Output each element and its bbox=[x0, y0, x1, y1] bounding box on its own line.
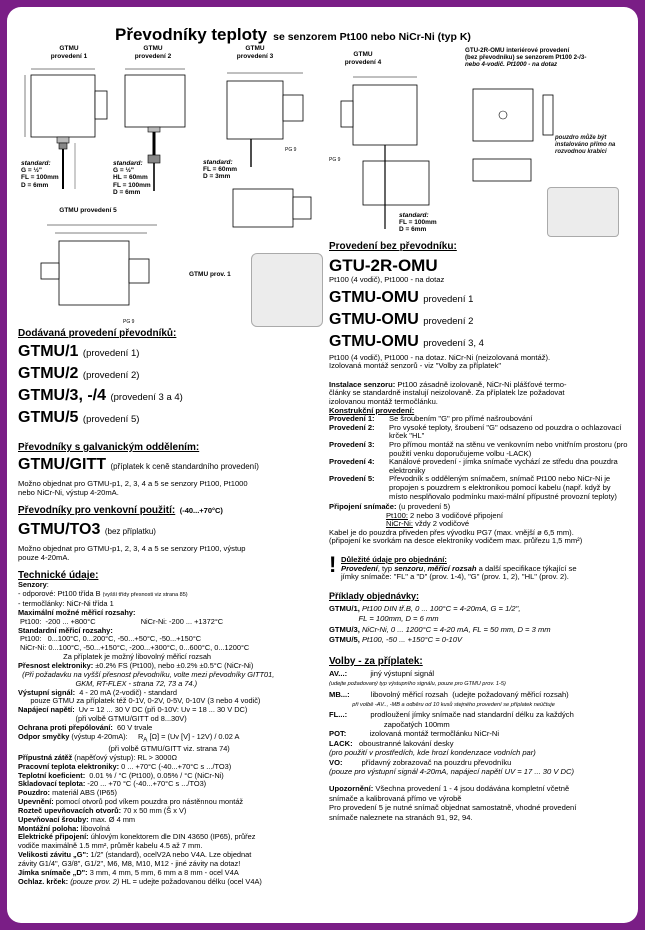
model-gitt: GTMU/GITT (příplatek k ceně standardního provedení) bbox=[18, 456, 259, 473]
install-line: izolovanou montáž termočlánku. bbox=[329, 396, 438, 406]
gtu-description: GTU-2R-OMU interiérové provedení (bez převodníku) se senzorem Pt100 2-/3- nebo 4-vodič. Pt1000 - na dotaz bbox=[465, 47, 587, 68]
construction-item bbox=[329, 424, 629, 441]
construction-title: Konstrukční provedení: bbox=[329, 405, 415, 415]
gtu-subtext: Pt100 (4 vodič), Pt1000 - na dotaz bbox=[329, 275, 445, 284]
model-omu-2: GTMU-OMU provedení 2 bbox=[329, 310, 474, 328]
construction-value: Pro vysoké teploty, šroubení "G" odsazeno od pouzdra o ochlazovací krček "HL" bbox=[389, 422, 622, 441]
datasheet-page bbox=[7, 7, 638, 923]
example-line: GTMU/5, Pt100, -50 ... +150°C = 0-10V bbox=[329, 635, 463, 645]
diagram-4-drawing bbox=[325, 69, 445, 229]
gtu-photo bbox=[547, 187, 619, 237]
construction-list bbox=[329, 415, 629, 501]
warning-text bbox=[329, 784, 629, 822]
right-column bbox=[329, 241, 629, 822]
gtu-note: pouzdro může být instalováno přímo na rozvodnou krabici bbox=[555, 135, 616, 155]
example-line: GTMU/1, Pt100 DIN tř.B, 0 ... 100°C = 4-20mA, G = 1/2", bbox=[329, 603, 521, 613]
model-gtmu-1: GTMU/1 (provedení 1) bbox=[18, 343, 140, 360]
tech-spec-line: Ochrana proti přepólování: 60 V trvale bbox=[18, 722, 153, 732]
diagram-5-label: GTMU provedení 5 bbox=[59, 207, 117, 214]
construction-value: Převodník s odděleným snímačem, snímač Pt100 nebo NiCr-Ni je propojen s pouzdrem s elektronikou pomocí kabelu (např. když by místo nesplňovalo podmínku maxi-mální přípustné provozní teploty) bbox=[389, 474, 617, 501]
tech-spec-line: závity G1/4", G3/8", G1/2", M6, M8, M10, M12 - jiné závity na dotaz! bbox=[18, 859, 241, 868]
option-line: MB...: libovolný měřicí rozsah (udejte požadovaný měřicí rozsah) bbox=[329, 689, 569, 699]
tech-spec-line: Napájecí napětí: Uv = 12 ... 30 V DC (při 0-10V: Uv = 18 ... 30 V DC) bbox=[18, 705, 248, 715]
connection-text bbox=[329, 503, 629, 546]
warning-line: snímače a kalibrovaná přímo ve výrobě bbox=[329, 793, 462, 803]
connection-line: NiCr-Ni: vždy 2 vodičové bbox=[385, 519, 470, 529]
tech-spec-line: Teplotní koeficient: 0.01 % / °C (Pt100), 0.05% / °C (NiCr-Ni) bbox=[18, 770, 224, 780]
page-title: Převodníky teploty se senzorem Pt100 nebo NiCr-Ni (typ K) bbox=[115, 25, 471, 44]
left-column bbox=[18, 328, 328, 887]
to3-text: Možno objednat pro GTMU-p1, 2, 3, 4 a 5 se senzory Pt100, výstup pouze 4-20mA. bbox=[18, 544, 246, 562]
model-gtmu-3-4: GTMU/3, -/4 (provedení 3 a 4) bbox=[18, 387, 183, 404]
important-block bbox=[329, 552, 629, 582]
exclamation-icon: ! bbox=[329, 552, 337, 578]
important-text bbox=[341, 565, 629, 582]
tech-spec-line: Standardní měřicí rozsahy: bbox=[18, 625, 113, 635]
model-gtmu-2: GTMU/2 (provedení 2) bbox=[18, 365, 140, 382]
connection-line: Připojení snímače: (u provedení 5) bbox=[329, 502, 451, 512]
tech-title: Technické údaje: bbox=[18, 570, 99, 582]
connection-line: Pt100: 2 nebo 3 vodičové připojení bbox=[385, 510, 503, 520]
tech-spec-line: Skladovací teplota: -20 ... +70 °C (-40...+70°C s .../TO3) bbox=[18, 779, 207, 789]
install-line: Instalace senzoru: Pt100 zásadně izolovaně, NiCr-Ni plášťové termo- bbox=[329, 379, 567, 389]
examples-title: Příklady objednávky: bbox=[329, 590, 420, 601]
tech-spec-line: NiCr-Ni: 0...100°C, -50...+150°C, -200...+300°C, 0...600°C, 0...1200°C bbox=[18, 643, 250, 653]
photo-label: GTMU prov. 1 bbox=[189, 271, 231, 278]
connection-line: (připojení ke svorkám na desce elektroniky vodičem max. průřezu 1,5 mm²) bbox=[329, 536, 583, 546]
diagram-3-standard: standard: FL = 60mm D = 3mm bbox=[203, 159, 238, 181]
option-line: LACK: oboustranné lakování desky bbox=[329, 738, 454, 748]
model-gtmu-5: GTMU/5 (provedení 5) bbox=[18, 409, 140, 426]
tech-spec-line: Pracovní teplota elektroniky: 0 ... +70°C (-40...+70°C s .../TO3) bbox=[18, 761, 232, 771]
tech-spec-line: Odpor smyčky (výstup 4-20mA): $R_A$ [Ω] = (Uv [V] - 12V) / 0.02 A bbox=[18, 731, 240, 744]
tech-spec-line: Pouzdro: materiál ABS (IP65) bbox=[18, 788, 117, 798]
construction-item bbox=[329, 441, 629, 458]
tech-spec-line: Velikosti závitu „G": 1/2" (standard), ocelV2A nebo V4A. Lze objednat bbox=[18, 850, 252, 860]
diagram-4-label: GTMU provedení 4 bbox=[344, 51, 382, 66]
warning-line: snímače naleznete na stranách 91, 92, 94. bbox=[329, 812, 473, 822]
available-versions-title: Dodávaná provedení převodníků: bbox=[18, 328, 177, 339]
option-line: započatých 100mm bbox=[329, 719, 450, 729]
connection-line: Kabel je do pouzdra přiveden přes vývodku PG7 (max. vnější ø 6,5 mm). bbox=[329, 527, 574, 537]
option-line: (pro použití v prostředích, kde hrozí kondenzace vodních par) bbox=[329, 748, 536, 758]
tech-spec-line: - odporové: Pt100 třída B (vyšší třídy přesnosti viz strana 85) bbox=[18, 589, 188, 599]
tech-spec-line: GKM, RT-FLEX - strana 72, 73 a 74.) bbox=[75, 678, 198, 688]
tech-spec-line: Upevnění: pomocí otvorů pod víkem pouzdra pro nástěnnou montáž bbox=[18, 797, 244, 807]
gitt-text: Možno objednat pro GTMU-p1, 2, 3, 4 a 5 se senzory Pt100, Pt1000 nebo NiCr-Ni, výstup 4-20mA. bbox=[18, 479, 248, 497]
tech-spec-line: Maximální možné měřicí rozsahy: bbox=[18, 607, 136, 617]
construction-item bbox=[329, 458, 629, 475]
model-list bbox=[18, 342, 328, 430]
warning-line: Upozornění: Všechna provedení 1 - 4 jsou dodávána kompletní včetně bbox=[329, 784, 570, 794]
install-text bbox=[329, 381, 629, 407]
install-line: články se standardně instalují neizolovaně. Za příplatek lze požadovat bbox=[329, 388, 565, 398]
important-line: jímky snímače: "FL" a "D" (prov. 1-4), "G" (prov. 1, 2), "HL" (prov. 2). bbox=[341, 572, 569, 582]
options-title: Volby - za příplatek: bbox=[329, 655, 423, 667]
construction-key: Provedení 4: bbox=[329, 457, 375, 467]
diagram-1-label: GTMU provedení 1 bbox=[50, 45, 88, 60]
page-subtitle: se senzorem Pt100 nebo NiCr-Ni (typ K) bbox=[273, 31, 471, 43]
tech-spec-line: Přípustná zátěž (napěťový výstup): RL > 3000Ω bbox=[18, 752, 177, 762]
option-line: FL...: prodloužení jímky snímače nad standardní délku za každých bbox=[329, 710, 574, 720]
model-gtu-2r-omu: GTU-2R-OMU bbox=[329, 256, 438, 275]
diagram-4-standard: standard: FL = 100mm D = 6mm bbox=[399, 212, 437, 234]
tech-spec-line: Senzory: bbox=[18, 580, 49, 590]
svg-text:PG 9: PG 9 bbox=[329, 157, 341, 163]
tech-spec-line: Rozteč upevňovacích otvorů: 70 x 50 mm (Š x V) bbox=[18, 805, 187, 815]
tech-spec-line: pouze GTMU za příplatek též 0-1V, 0-2V, 0-5V, 0-10V (3 nebo 4 vodič) bbox=[18, 696, 261, 706]
diagram-3-label: GTMU provedení 3 bbox=[236, 45, 274, 60]
tech-spec-line: (při volbě GTMU/GITT viz. strana 74) bbox=[18, 744, 230, 754]
warning-line: Pro provedení 5 je nutné snímač objednat samostatně, vhodné provedení bbox=[329, 803, 577, 813]
examples-list bbox=[329, 604, 629, 646]
diagram-2-standard: standard: G = ½" HL = 60mm FL = 100mm D = 6mm bbox=[113, 160, 151, 196]
product-photo bbox=[251, 253, 323, 327]
diagram-2-label: GTMU provedení 2 bbox=[134, 45, 172, 60]
tech-spec-line: Výstupní signál: 4 - 20 mA (2-vodič) - standard bbox=[18, 687, 177, 697]
tech-specs bbox=[18, 581, 328, 886]
diagram-3-side-view bbox=[229, 185, 329, 233]
model-omu-1: GTMU-OMU provedení 1 bbox=[329, 288, 474, 306]
example-line: FL = 100mm, D = 6 mm bbox=[358, 614, 439, 624]
construction-key: Provedení 3: bbox=[329, 439, 375, 449]
option-line: při volbě -AV.., -MB a odběru od 10 kusů stejného provedení se příplatek neúčtuje bbox=[352, 702, 555, 709]
tech-spec-line: Elektrické připojení: úhlovým konektorem dle DIN 43650 (IP65), průřez bbox=[18, 832, 256, 842]
option-line: VO: přídavný zobrazovač na pouzdru převodníku bbox=[329, 757, 512, 767]
diagram-1-standard: standard: G = ½" FL = 100mm D = 6mm bbox=[21, 160, 59, 189]
construction-item bbox=[329, 475, 629, 501]
galvanic-title: Převodníky s galvanickým oddělením: bbox=[18, 442, 200, 453]
model-to3: GTMU/TO3 (bez příplatku) bbox=[18, 521, 156, 539]
example-line: GTMU/3, NiCr-Ni, 0 ... 1200°C = 4-20 mA, FL = 50 mm, D = 3 mm bbox=[329, 624, 551, 634]
option-line: (pouze pro výstupní signál 4-20mA, napájecí napětí UV = 17 ... 30 V DC) bbox=[329, 766, 575, 776]
omu-text: Pt100 (4 vodič), Pt1000 - na dotaz. NiCr-Ni (neizolovaná montáž). Izolovaná montáž senzorů - viz "Volby za příplatek" bbox=[329, 352, 551, 371]
construction-value: Se šroubením "G" pro přímé našroubování bbox=[389, 414, 533, 424]
tech-spec-line: (Při požadavku na vyšší přesnost převodníku, volte mezi převodníky GITT01, bbox=[22, 669, 275, 679]
option-line: POT: izolovaná montáž termočlánku NiCr-Ni bbox=[329, 729, 500, 739]
model-omu-3-4: GTMU-OMU provedení 3, 4 bbox=[329, 332, 484, 350]
outdoor-heading: Převodníky pro venkovní použití: (-40...+70°C) bbox=[18, 505, 223, 517]
no-transmitter-title: Provedení bez převodníku: bbox=[329, 241, 457, 252]
tech-spec-line: Přesnost elektroniky: ±0.2% FS (Pt100), nebo ±0.2% ±0.5°C (NiCr-Ni) bbox=[18, 660, 254, 670]
svg-text:PG 9: PG 9 bbox=[123, 319, 135, 325]
tech-spec-line: Jímka snímače „D": 3 mm, 4 mm, 5 mm, 6 mm a 8 mm - ocel V4A bbox=[18, 867, 239, 877]
important-line: Provedení, typ senzoru, měřicí rozsah a další specifikace týkající se bbox=[341, 563, 577, 573]
tech-spec-line: Pt100: -200 ... +800°C NiCr-Ni: -200 ... +1372°C bbox=[18, 616, 224, 626]
option-line: AV...: jiný výstupní signál bbox=[329, 668, 435, 678]
construction-key: Provedení 1: bbox=[329, 414, 375, 424]
tech-spec-line: Montážní poloha: libovolná bbox=[18, 823, 110, 833]
tech-spec-line: vodiče maximálně 1.5 mm², průměr kabelu 4.5 až 7 mm. bbox=[18, 841, 203, 851]
tech-spec-line: (při volbě GTMU/GITT od 8...30V) bbox=[18, 714, 187, 724]
option-line: (udejte požadovaný typ výstupního signálu, pouze pro GTMU prov. 1-5) bbox=[329, 681, 506, 688]
construction-value: Kanálové provedení - jímka snímače vychází ze středu dna pouzdra elektroniky bbox=[389, 457, 618, 475]
construction-key: Provedení 5: bbox=[329, 474, 375, 484]
tech-spec-line: Pt100: 0...100°C, 0...200°C, -50...+50°C, -50...+150°C bbox=[18, 634, 202, 644]
diagram-5-drawing bbox=[37, 219, 167, 329]
tech-spec-line: Upevňovací šrouby: max. Ø 4 mm bbox=[18, 814, 136, 824]
tech-spec-line: Ochlaz. krček: (pouze prov. 2) HL = udejte požadovanou délku (ocel V4A) bbox=[18, 876, 262, 886]
options-list bbox=[329, 669, 629, 776]
tech-spec-line: Za příplatek je možný libovolný měřicí rozsah bbox=[18, 652, 212, 662]
construction-key: Provedení 2: bbox=[329, 422, 375, 432]
important-title: Důležité údaje pro objednání: bbox=[341, 555, 447, 565]
tech-spec-line: - termočlánky: NiCr-Ni třída 1 bbox=[18, 599, 114, 609]
svg-text:PG 9: PG 9 bbox=[285, 147, 297, 153]
construction-value: Pro přímou montáž na stěnu ve venkovním nebo vnitřním prostoru (pro použití venku doporučujeme volbu -LACK) bbox=[389, 439, 628, 458]
